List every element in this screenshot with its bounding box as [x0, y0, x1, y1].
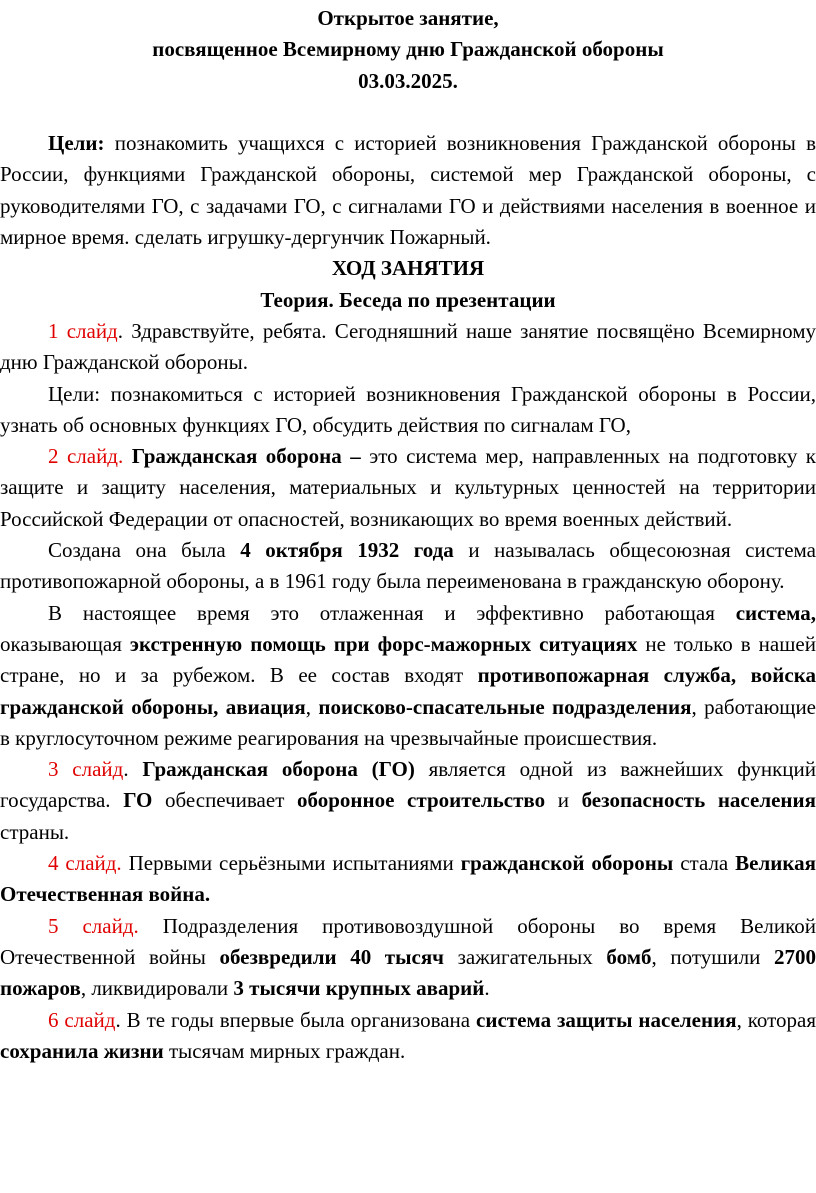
slide-label: 5 слайд.: [48, 913, 139, 938]
blank-line: [0, 97, 816, 128]
paragraph-text: и: [545, 788, 582, 813]
paragraph-text: оказывающая: [0, 631, 130, 656]
slide-label: 2 слайд.: [48, 444, 124, 469]
goals-label: Цели:: [48, 131, 105, 156]
paragraph-text: тысячам мирных граждан.: [163, 1038, 406, 1063]
paragraph-slide-6: [0, 1005, 816, 1068]
paragraph-text: . В те годы впервые была организована: [115, 1007, 477, 1032]
bold-term: Гражданская оборона –: [131, 444, 361, 469]
bold-term: Гражданская оборона (ГО): [142, 757, 415, 782]
document-date: 03.03.2025.: [358, 68, 458, 93]
bold-term: противопожарная служба, войска гражданской обороны, авиация: [0, 663, 816, 719]
paragraph-text: Создана она была: [48, 538, 241, 563]
document-title-line1: Открытое занятие,: [317, 6, 499, 30]
paragraph-text: , потушили: [651, 944, 774, 969]
bold-term: оборонное строительство: [297, 788, 546, 813]
paragraph-text: страны.: [0, 819, 70, 844]
paragraph-text: .: [484, 976, 490, 1001]
paragraph-text: обеспечивает: [152, 788, 297, 813]
section-subtitle: Теория. Беседа по презентации: [260, 287, 556, 312]
bold-term: 2700 пожаров: [0, 944, 816, 1001]
bold-term: гражданской обороны: [460, 851, 674, 876]
paragraph-current-system: [0, 598, 816, 754]
bold-term: система,: [735, 600, 816, 625]
bold-term: обезвредили 40 тысяч: [219, 944, 445, 969]
paragraph-slide-5: [0, 911, 816, 1005]
bold-term: система защиты населения: [476, 1007, 737, 1032]
paragraph-text: Первыми серьёзными испытаниями: [121, 851, 461, 876]
paragraph-text: . Здравствуйте, ребята. Сегодняшний наше занятие посвящёно Всемирному дню Гражданской обороны.: [0, 318, 816, 375]
paragraph-text: , работающие в круглосуточном режиме реагирования на чрезвычайные происшествия.: [0, 694, 816, 750]
bold-term: 4 октября 1932 года: [240, 538, 454, 563]
paragraph-text: не только в нашей стране, но и за рубежом. В ее состав входят: [0, 631, 816, 688]
paragraph-text: это система мер, направленных на подготовку к защите и защиту населения, материальных и культурных ценностей на территории Российской Федерации от опасностей, возникающих во время военных действий.: [0, 444, 816, 531]
paragraph-text: .: [123, 757, 143, 782]
goals-text: познакомить учащихся с историей возникновения Гражданской обороны в России, функциями Гражданской обороны, системой мер Гражданской обороны, с руководителями ГО, с задачами ГО, с сигналами ГО и действиями населения в военное и мирное время. сделать игрушку-дергунчик Пожарный.: [0, 131, 816, 250]
paragraph-text: Подразделения противовоздушной обороны во время Великой Отечественной войны: [0, 913, 816, 969]
paragraph-lesson-goals: [0, 379, 816, 442]
paragraph-text: зажигательных: [444, 944, 607, 969]
paragraph-text: ,: [305, 694, 319, 719]
paragraph-slide-2: [0, 441, 816, 535]
section-title: ХОД ЗАНЯТИЯ: [331, 256, 485, 281]
paragraph-text: В настоящее время это отлаженная и эффективно работающая: [48, 600, 736, 625]
slide-label: 6 слайд: [48, 1007, 116, 1032]
paragraph-text: является одной из важнейших функций государства.: [0, 757, 816, 813]
bold-term: Великая Отечественная война.: [0, 851, 816, 907]
paragraph-history: [0, 535, 816, 598]
bold-term: бомб: [606, 944, 652, 969]
slide-label: 3 слайд: [48, 757, 124, 782]
paragraph-slide-1: [0, 316, 816, 379]
paragraph-text: Цели: познакомиться с историей возникновения Гражданской обороны в России, узнать об основных функциях ГО, обсудить действия по сигналам ГО,: [0, 381, 816, 437]
bold-term: экстренную помощь при форс-мажорных ситуациях: [129, 631, 638, 656]
paragraph-slide-4: [0, 848, 816, 911]
paragraph-text: стала: [673, 851, 736, 876]
bold-term: поисково-спасательные подразделения: [318, 694, 692, 719]
paragraph-text: и называлась общесоюзная система противопожарной обороны, а в 1961 году была переименована в гражданскую оборону.: [0, 538, 816, 594]
slide-label: 1 слайд: [48, 318, 118, 343]
paragraph-text: , которая: [736, 1007, 816, 1032]
bold-term: безопасность населения: [581, 788, 816, 813]
bold-term: 3 тысячи крупных аварий: [233, 976, 485, 1001]
goals-paragraph: [0, 128, 816, 253]
paragraph-text: , ликвидировали: [80, 976, 234, 1001]
paragraph-slide-3: [0, 754, 816, 848]
document-title-line2: посвященное Всемирному дню Гражданской обороны: [152, 37, 664, 62]
bold-term: ГО: [123, 788, 153, 813]
bold-term: сохранила жизни: [0, 1038, 164, 1063]
slide-label: 4 слайд.: [48, 851, 122, 876]
